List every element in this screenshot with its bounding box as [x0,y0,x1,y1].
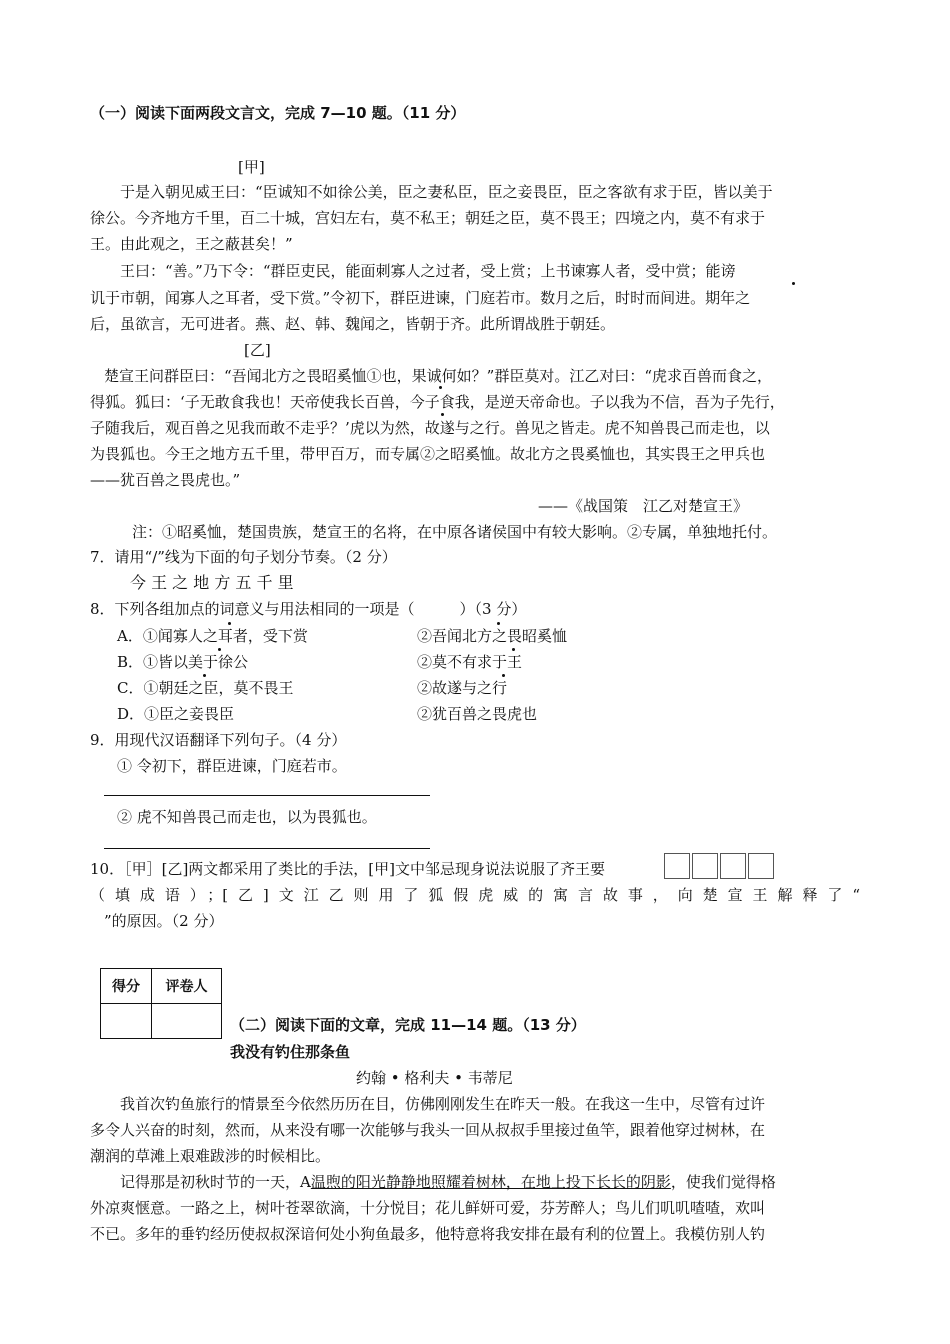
q8-option-c-right: ②故遂与之行 [417,679,508,697]
idiom-box[interactable] [748,853,774,879]
p2-post: ，使我们觉得格 [670,1173,776,1191]
emphasis-dot [497,622,500,625]
grader-cell[interactable] [152,1004,222,1039]
q8-stem: 8．下列各组加点的词意义与用法相同的一项是（ ）（3 分） [90,600,527,618]
idiom-box[interactable] [720,853,746,879]
q10-line-1: 10．［甲］[乙]两文都采用了类比的手法，[甲]文中邹忌现身说法说服了齐王要 [90,860,605,878]
grader-header: 评卷人 [152,969,222,1004]
q9-stem: 9．用现代汉语翻译下列句子。（4 分） [90,731,347,749]
p2-pre: 记得那是初秋时节的一天，A [120,1173,311,1191]
jia-label: [甲] [238,158,265,176]
emphasis-dot [203,674,206,677]
yi-line-2: 得狐。狐曰：‘子无敢食我也！天帝使我长百兽，今子食我，是逆天帝命也。子以我为不信，吾为子先行， [90,393,785,411]
q9-item-2: ② 虎不知兽畏己而走也，以为畏狐也。 [117,808,377,826]
emphasis-dot [512,648,515,651]
idiom-box[interactable] [692,853,718,879]
emphasis-dot [218,648,221,651]
emphasis-dot [441,413,444,416]
score-cell[interactable] [101,1004,152,1039]
q9-answer-line-1[interactable] [104,795,430,796]
p2-line-1 [120,1171,776,1193]
yi-line-3: 子随我后，观百兽之见我而敢不走乎？’虎以为然，故遂与之行。兽见之皆走。虎不知兽畏己而走也，以 [90,419,770,437]
section-2-heading: （二）阅读下面的文章，完成 11—14 题。（13 分） [230,1016,586,1034]
jia-line-6: 后，虽欲言，无可进者。燕、赵、韩、魏闻之，皆朝于齐。此所谓战胜于朝廷。 [90,315,616,333]
q7-stem: 7．请用“/”线为下面的句子划分节奏。（2 分） [90,548,397,566]
annotation-note: 注：①昭奚恤，楚国贵族，楚宣王的名将，在中原各诸侯国中有较大影响。②专属，单独地托付。 [132,523,778,541]
emphasis-dot [502,674,505,677]
p2-line-3: 不已。多年的垂钓经历使叔叔深谙何处小狗鱼最多，他特意将我安排在最有利的位置上。我模仿别人钓 [90,1225,766,1243]
idiom-box[interactable] [664,853,690,879]
emphasis-dot [228,622,231,625]
q10-line-2: （填成语）；[乙]文江乙则用了狐假虎威的寓言故事，向楚宣王解释了“ [90,886,860,904]
p1-line-2: 多令人兴奋的时刻，然而，从来没有哪一次能够与我头一回从叔叔手里接过鱼竿，跟着他穿过树林，在 [90,1121,766,1139]
q8-option-a-right: ②吾闻北方之畏昭奚恤 [417,627,568,645]
q10-idiom-boxes[interactable] [664,853,776,879]
jia-line-3: 王。由此观之，王之蔽甚矣！” [90,235,293,253]
section-1-heading: （一）阅读下面两段文言文，完成 7—10 题。（11 分） [90,104,466,122]
jia-line-5: 讥于市朝，闻寡人之耳者，受下赏。”令初下，群臣进谏，门庭若市。数月之后，时时而间进。期年之 [90,289,751,307]
jia-line-1: 于是入朝见威王曰：“臣诚知不如徐公美，臣之妻私臣，臣之妾畏臣，臣之客欲有求于臣，皆以美于 [120,183,773,201]
emphasis-dot [439,386,442,389]
q7-sentence: 今 王 之 地 方 五 千 里 [130,573,294,592]
article-author: 约翰 • 格利夫 • 韦蒂尼 [356,1069,513,1087]
score-header: 得分 [101,969,152,1004]
q10-line-3: ”的原因。（2 分） [104,912,224,930]
q8-option-d-right: ②犹百兽之畏虎也 [417,705,538,723]
yi-line-4: 为畏狐也。今王之地方五千里，带甲百万，而专属②之昭奚恤。故北方之畏奚恤也，其实畏王之甲兵也 [90,445,766,463]
q8-option-c-left: C．①朝廷之臣，莫不畏王 [117,679,294,697]
q9-answer-line-2[interactable] [104,848,430,849]
q8-option-b-right: ②莫不有求于王 [417,653,523,671]
jia-line-2: 徐公。今齐地方千里，百二十城，宫妇左右，莫不私王；朝廷之臣，莫不畏王；四境之内，莫不有求于 [90,209,766,227]
p2-line-2: 外凉爽惬意。一路之上，树叶苍翠欲滴，十分悦目；花儿鲜妍可爱，芬芳醉人；鸟儿们叽叽喳喳，欢叫 [90,1199,766,1217]
article-title: 我没有钓住那条鱼 [230,1043,351,1061]
emphasis-dot [792,282,795,285]
source-citation: ——《战国策 江乙对楚宣王》 [538,497,749,515]
p1-line-1: 我首次钓鱼旅行的情景至今依然历历在目，仿佛刚刚发生在昨天一般。在我这一生中，尽管有过许 [120,1095,766,1113]
q8-option-a-left: A．①闻寡人之耳者，受下赏 [117,627,308,645]
q8-option-b-left: B．①皆以美于徐公 [117,653,249,671]
yi-label: [乙] [244,341,271,359]
p2-underlined-sentence: 温煦的阳光静静地照耀着树林，在地上投下长长的阴影 [310,1173,671,1191]
q9-item-1: ① 令初下，群臣进谏，门庭若市。 [117,757,347,775]
score-table [100,968,222,1039]
yi-line-5: ——犹百兽之畏虎也。” [90,471,241,489]
q8-option-d-left: D．①臣之妾畏臣 [117,705,235,723]
jia-line-4: 王曰：“善。”乃下令：“群臣吏民，能面刺寡人之过者，受上赏；上书谏寡人者，受中赏；能谤 [120,262,736,280]
yi-line-1: 楚宣王问群臣曰：“吾闻北方之畏昭奚恤①也，果诚何如？”群臣莫对。江乙对曰：“虎求百兽而食之， [104,367,773,385]
p1-line-3: 潮润的草滩上艰难跋涉的时候相比。 [90,1147,331,1165]
